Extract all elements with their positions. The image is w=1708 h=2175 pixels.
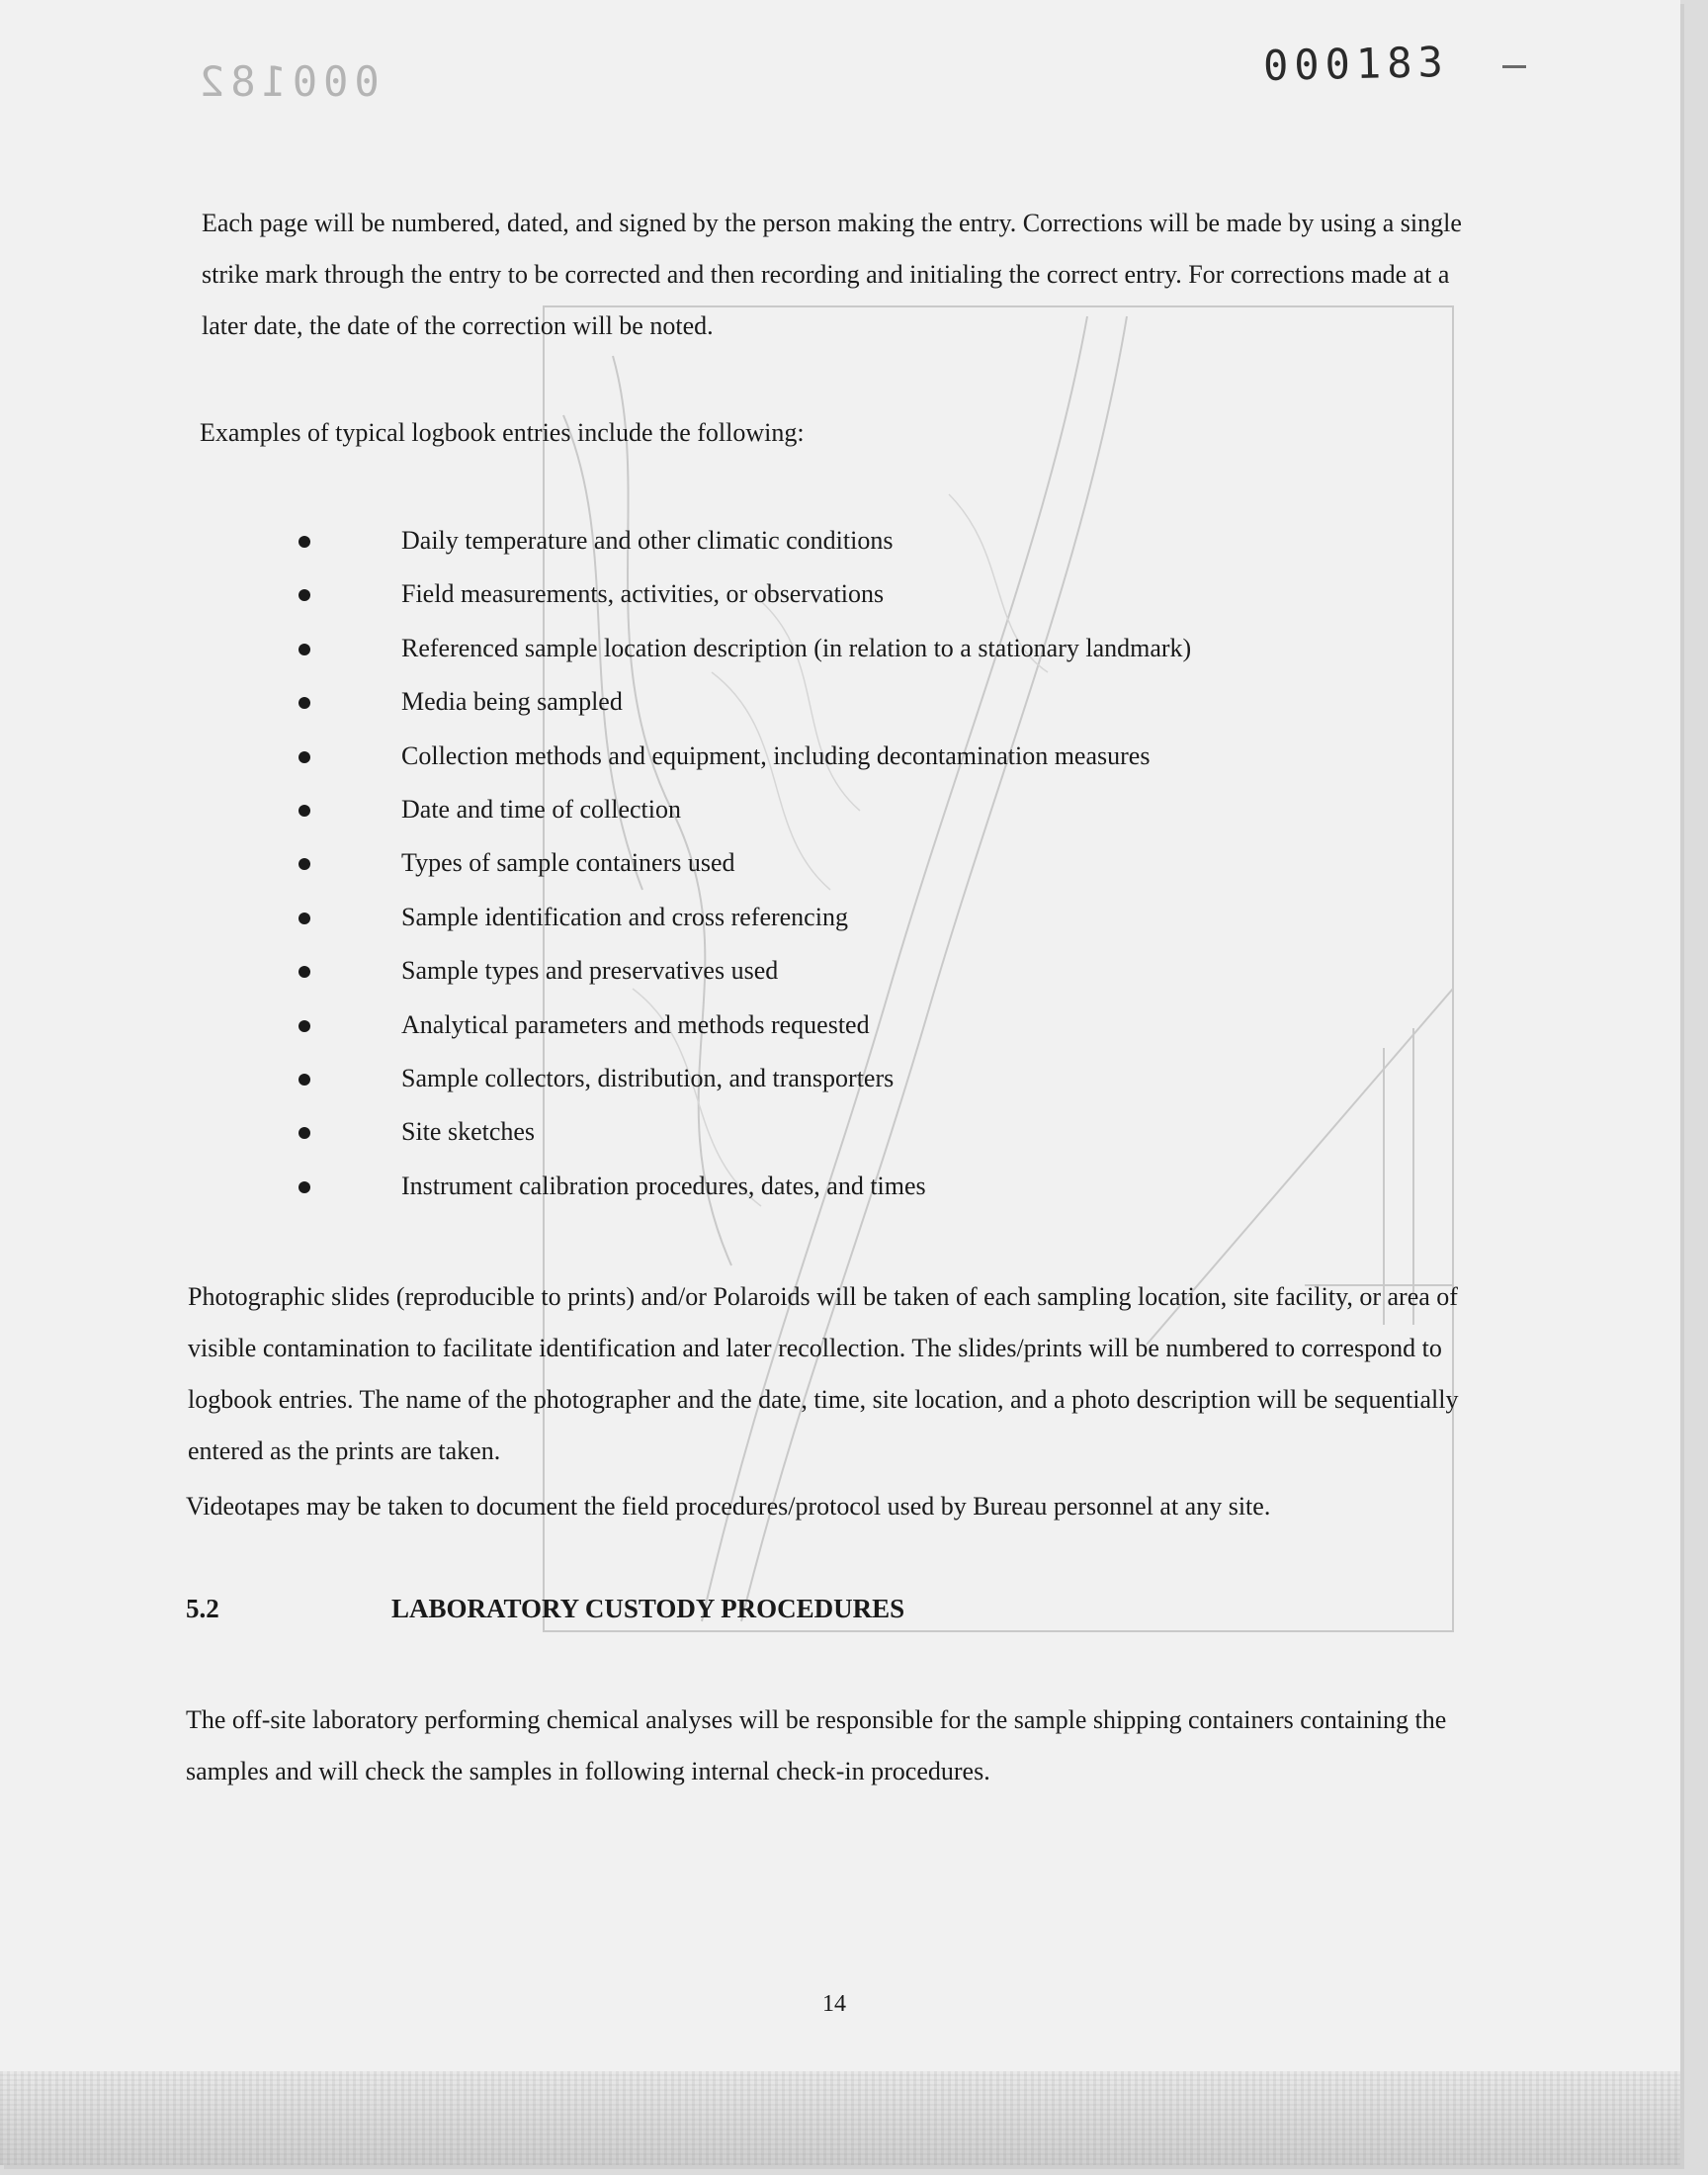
list-item <box>287 891 1374 944</box>
scan-edge-noise <box>0 2071 1680 2165</box>
bullet-icon <box>299 644 310 655</box>
list-item <box>287 1105 1374 1159</box>
bullet-icon <box>299 536 310 548</box>
stamp-mark <box>1502 65 1526 68</box>
list-item-text: Date and time of collection <box>401 794 682 824</box>
list-item-text: Media being sampled <box>401 687 623 717</box>
bullet-icon <box>299 697 310 709</box>
list-item <box>287 999 1374 1052</box>
list-item-text: Sample types and preservatives used <box>401 956 779 986</box>
list-item <box>287 622 1374 675</box>
list-item <box>287 944 1374 998</box>
list-item-text: Referenced sample location description (in relation to a stationary landmark) <box>401 633 1192 662</box>
list-item <box>287 567 1374 621</box>
bullet-icon <box>299 1181 310 1193</box>
bullet-icon <box>299 966 310 978</box>
paragraph-videotapes: Videotapes may be taken to document the field procedures/protocol used by Bureau personnel at any site. <box>186 1492 1271 1521</box>
paragraph-laboratory-custody: The off-site laboratory performing chemical analyses will be responsible for the sample shipping containers containing the samples and will check the samples in following internal check-in procedures. <box>186 1705 1447 1785</box>
list-item <box>287 783 1374 836</box>
mirrored-stamp-number: 000182 <box>194 57 380 106</box>
list-item-text: Sample collectors, distribution, and transporters <box>401 1063 895 1092</box>
bullet-icon <box>299 913 310 924</box>
list-item <box>287 836 1374 890</box>
list-item <box>287 730 1374 783</box>
list-item <box>287 1160 1374 1213</box>
document-stamp-number: 000183 <box>1262 38 1450 90</box>
bullet-icon <box>299 805 310 817</box>
section-number: 5.2 <box>186 1594 219 1623</box>
list-item <box>287 675 1374 729</box>
bullet-icon <box>299 589 310 601</box>
section-title: LABORATORY CUSTODY PROCEDURES <box>391 1594 905 1623</box>
list-item-text: Types of sample containers used <box>401 848 735 878</box>
paragraph-examples-intro: Examples of typical logbook entries include the following: <box>200 418 805 447</box>
paragraph-photographic-slides: Photographic slides (reproducible to prints) and/or Polaroids will be taken of each sampling location, site facility, or area of visible contamination to facilitate identification and later recollection. The slides/prints will be numbered to correspond to logbook entries. The name of the photographer and the date, time, site location, and a photo description will be sequentially entered as the prints are taken. <box>188 1282 1459 1465</box>
list-item <box>287 1052 1374 1105</box>
bullet-icon <box>299 1074 310 1086</box>
bullet-icon <box>299 858 310 870</box>
list-item-text: Site sketches <box>401 1117 536 1147</box>
logbook-entries-list <box>287 514 1374 1213</box>
page-number: 14 <box>822 1991 846 2017</box>
bullet-icon <box>299 751 310 763</box>
list-item-text: Instrument calibration procedures, dates, and times <box>401 1171 926 1200</box>
list-item-text: Collection methods and equipment, including decontamination measures <box>401 740 1151 770</box>
list-item-text: Field measurements, activities, or observations <box>401 579 885 609</box>
bullet-icon <box>299 1127 310 1139</box>
list-item-text: Analytical parameters and methods requested <box>401 1009 870 1039</box>
bullet-icon <box>299 1020 310 1032</box>
paragraph-logbook-signing: Each page will be numbered, dated, and signed by the person making the entry. Corrections will be made by using a single strike mark through the entry to be corrected and then recording and initialing the correct entry. For corrections made at a later date, the date of the correction will be noted. <box>202 209 1462 340</box>
list-item-text: Sample identification and cross referencing <box>401 902 848 931</box>
list-item <box>287 514 1374 567</box>
list-item-text: Daily temperature and other climatic conditions <box>401 526 894 555</box>
